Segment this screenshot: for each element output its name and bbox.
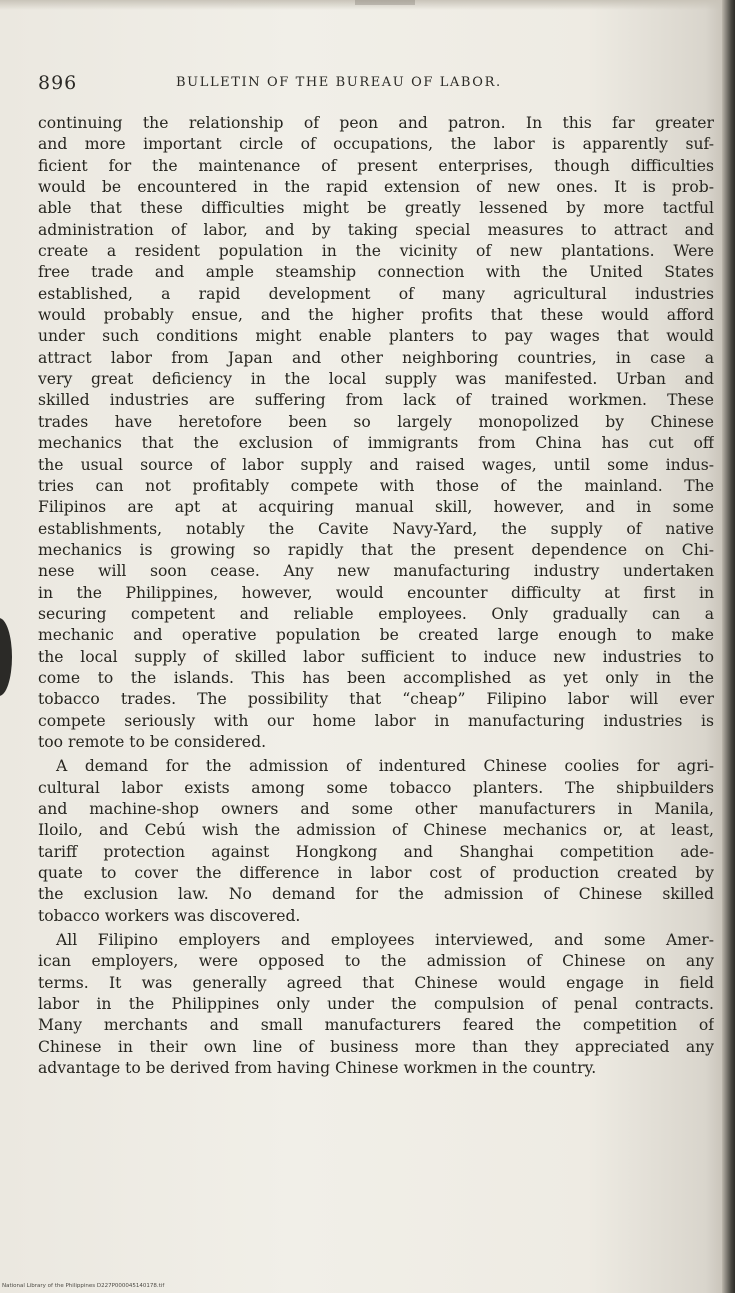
text-line: continuing the relationship of peon and patron. In this far greater (38, 114, 714, 132)
text-line: Filipinos are apt at acquiring manual skill, however, and in some (38, 498, 714, 517)
page-header (38, 72, 708, 98)
paragraph (38, 756, 714, 927)
text-line: ican employers, were opposed to the admission of Chinese on any (38, 952, 714, 971)
text-line: nese will soon cease. Any new manufacturing industry undertaken (38, 562, 714, 581)
text-line: would be encountered in the rapid extension of new ones. It is prob- (38, 178, 714, 197)
text-line: securing competent and reliable employees. Only gradually can a (38, 604, 714, 623)
text-line: tariff protection against Hongkong and Shanghai competition ade- (38, 842, 714, 861)
text-line: and machine-shop owners and some other manufacturers in Manila, (38, 800, 714, 818)
text-line: quate to cover the difference in labor cost of production created by (38, 864, 714, 883)
text-line: skilled industries are suffering from lack of trained workmen. These (38, 391, 714, 410)
text-line: A demand for the admission of indentured Chinese coolies for agri- (56, 757, 714, 776)
text-line: cultural labor exists among some tobacco planters. The shipbuilders (38, 778, 714, 797)
text-line: under such conditions might enable planters to pay wages that would (38, 327, 714, 346)
page-top-ink-mark (355, 0, 415, 5)
text-line: create a resident population in the vicinity of new plantations. Were (38, 242, 714, 261)
text-line: mechanic and operative population be created large enough to make (38, 626, 714, 645)
running-head: BULLETIN OF THE BUREAU OF LABOR. (176, 75, 502, 90)
text-line: mechanics that the exclusion of immigrants from China has cut off (38, 434, 714, 453)
page-right-edge (722, 0, 735, 1293)
text-line: All Filipino employers and employees interviewed, and some Amer- (56, 931, 714, 950)
text-line: Chinese in their own line of business more than they appreciated any (38, 1037, 714, 1056)
text-line: labor in the Philippines only under the compulsion of penal contracts. (38, 995, 714, 1014)
paragraph (38, 930, 714, 1079)
text-line: the usual source of labor supply and raised wages, until some indus- (38, 455, 714, 474)
text-line: in the Philippines, however, would encounter difficulty at first in (38, 583, 714, 602)
text-line: tries can not profitably compete with those of the mainland. The (38, 476, 714, 495)
text-line: tobacco trades. The possibility that “cheap” Filipino labor will ever (38, 690, 714, 709)
text-line: established, a rapid development of many agricultural industries (38, 284, 714, 303)
body-text (38, 113, 714, 1079)
text-line: ficient for the maintenance of present enterprises, though difficulties (38, 156, 714, 175)
scan-watermark: National Library of the Philippines D227P000045140178.tif (2, 1283, 165, 1289)
text-line: very great deficiency in the local supply was manifested. Urban and (38, 370, 714, 389)
text-line: advantage to be derived from having Chinese workmen in the country. (38, 1059, 597, 1078)
paragraph (38, 113, 714, 753)
text-line: come to the islands. This has been accomplished as yet only in the (38, 668, 714, 687)
text-line: able that these difficulties might be greatly lessened by more tactful (38, 199, 714, 218)
binding-shadow (0, 618, 12, 696)
text-line: too remote to be considered. (38, 732, 267, 751)
text-line: tobacco workers was discovered. (38, 906, 301, 925)
text-line: mechanics is growing so rapidly that the present dependence on Chi- (38, 540, 714, 559)
text-line: attract labor from Japan and other neighboring countries, in case a (38, 348, 714, 367)
text-line: terms. It was generally agreed that Chinese would engage in field (38, 973, 714, 992)
text-line: Many merchants and small manufacturers feared the competition of (38, 1016, 714, 1035)
text-line: and more important circle of occupations, the labor is apparently suf- (38, 135, 714, 154)
text-line: would probably ensue, and the higher profits that these would afford (38, 306, 714, 325)
text-line: trades have heretofore been so largely monopolized by Chinese (38, 412, 714, 431)
text-line: free trade and ample steamship connection with the United States (38, 263, 714, 282)
text-line: Iloilo, and Cebú wish the admission of Chinese mechanics or, at least, (38, 821, 714, 840)
text-line: compete seriously with our home labor in manufacturing industries is (38, 711, 714, 730)
text-line: establishments, notably the Cavite Navy-Yard, the supply of native (38, 519, 714, 538)
text-line: the exclusion law. No demand for the admission of Chinese skilled (38, 885, 714, 904)
text-line: the local supply of skilled labor sufficient to induce new industries to (38, 647, 714, 666)
text-line: administration of labor, and by taking special measures to attract and (38, 220, 714, 239)
page-number: 896 (38, 72, 78, 94)
